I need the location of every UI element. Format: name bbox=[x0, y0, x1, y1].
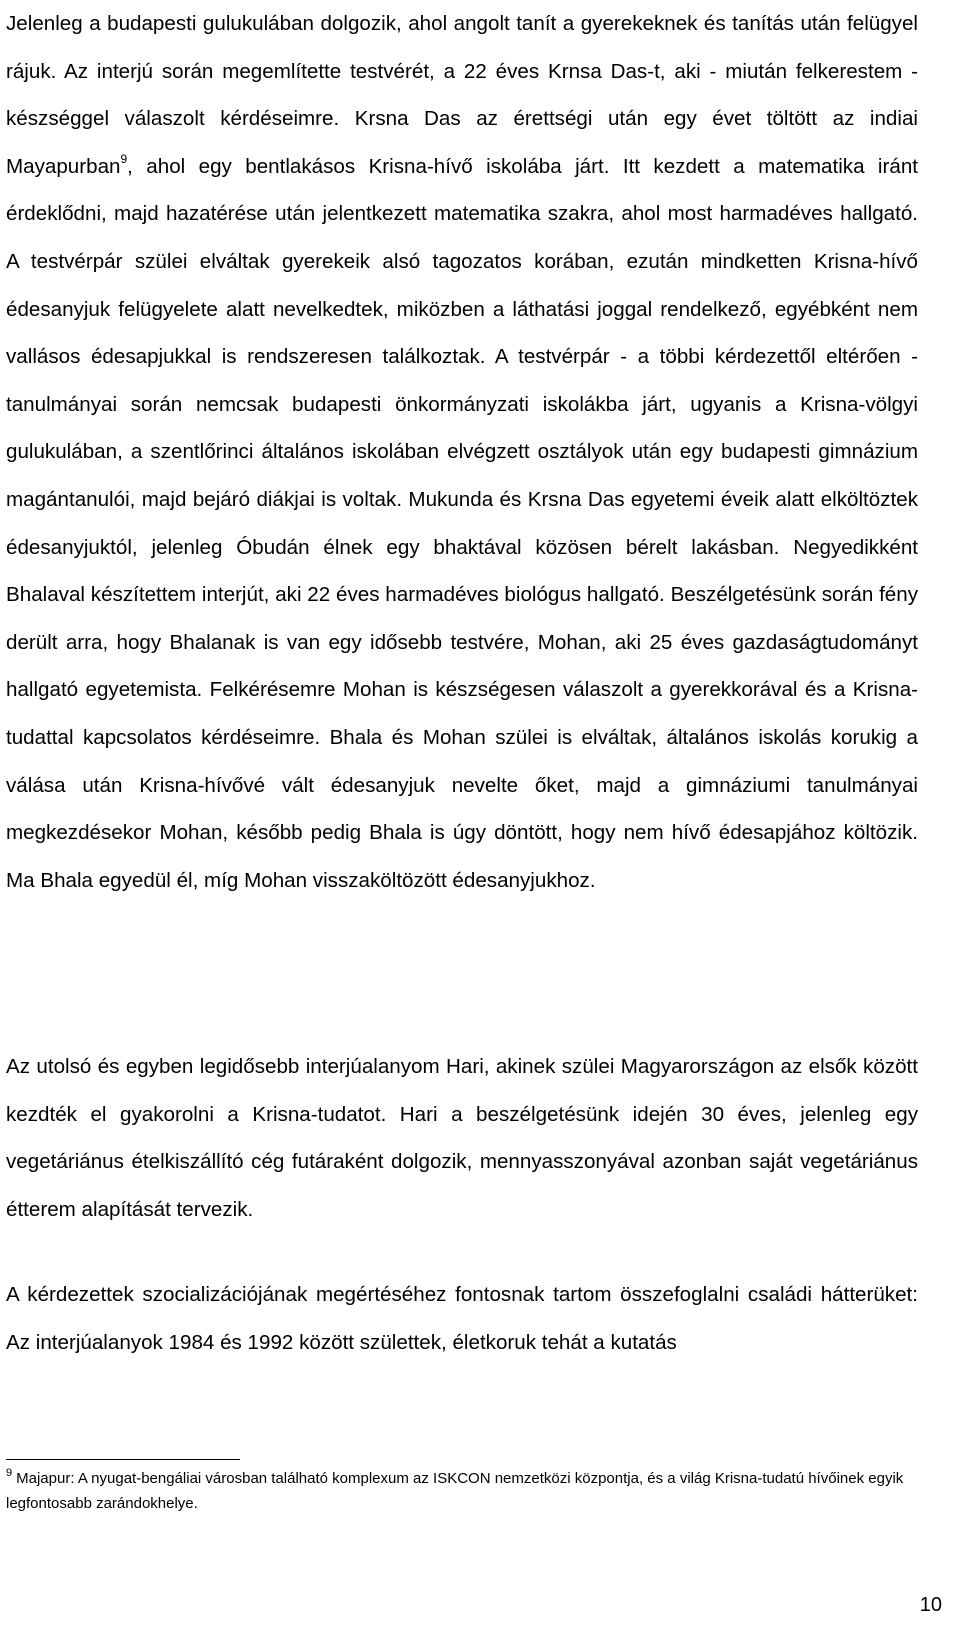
footnote bbox=[6, 1466, 906, 1516]
footnote-number: 9 bbox=[6, 1467, 13, 1479]
footnote-reference: 9 bbox=[120, 151, 128, 166]
body-paragraph-3: A kérdezettek szocializációjának megértéséhez fontosnak tartom összefoglalni családi hátterüket: Az interjúalanyok 1984 és 1992 között születtek, életkoruk tehát a kutatás bbox=[6, 1283, 918, 1354]
body-paragraph-1 bbox=[6, 0, 918, 904]
footnote-separator bbox=[6, 1459, 240, 1460]
footnote-text: Majapur: A nyugat-bengáliai városban található komplexum az ISKCON nemzetközi központja, és a világ Krisna-tudatú hívőinek egyik legfontosabb zarándokhelye. bbox=[6, 1470, 904, 1512]
paragraph-1-text-a: Jelenleg a budapesti gulukulában dolgozik, ahol angolt tanít a gyerekeknek és tanítás után felügyel rájuk. Az interjú során megemlítette testvérét, a 22 éves Krnsa Das-t, aki - miután felkerestem - készséggel válaszolt kérdéseimre. Krsna Das az érettségi után egy évet töltött az indiai Mayapurban bbox=[6, 12, 918, 178]
body-paragraph-2: Az utolsó és egyben legidősebb interjúalanyom Hari, akinek szülei Magyarországon az elsők között kezdték el gyakorolni a Krisna-tudatot. Hari a beszélgetésünk idején 30 éves, jelenleg egy vegetáriánus ételkiszállító cég futáraként dolgozik, mennyasszonyával azonban saját vegetáriánus étterem alapítását tervezik. bbox=[6, 1055, 918, 1221]
page-number: 10 bbox=[919, 1594, 942, 1616]
paragraph-1-text-b: , ahol egy bentlakásos Krisna-hívő iskolába járt. Itt kezdett a matematika iránt érdeklődni, majd hazatérése után jelentkezett matematika szakra, ahol most harmadéves hallgató. A testvérpár szülei elváltak gyerekeik alsó tagozatos korában, ezután mindketten Krisna-hívő édesanyjuk felügyelete alatt nevelkedtek, miközben a láthatási joggal rendelkező, egyébként nem vallásos édesapjukkal is rendszeresen találkoztak. A testvérpár - a többi kérdezettől eltérően - tanulmányai során nemcsak budapesti önkormányzati iskolákba járt, ugyanis a Krisna-völgyi gulukulában, a szentlőrinci általános iskolában elvégzett osztályok után egy budapesti gimnázium magántanulói, majd bejáró diákjai is voltak. Mukunda és Krsna Das egyetemi éveik alatt elköltöztek édesanyjuktól, jelenleg Óbudán élnek egy bhaktával közösen bérelt lakásban. Negyedikként Bhalaval készítettem interjút, aki 22 éves harmadéves biológus hallgató. Beszélgetésünk során fény derült arra, hogy Bhalanak is van egy idősebb testvére, Mohan, aki 25 éves gazdaságtudományt hallgató egyetemista. Felkérésemre Mohan is készségesen válaszolt a gyerekkorával és a Krisna-tudattal kapcsolatos kérdéseimre. Bhala és Mohan szülei is elváltak, általános iskolás korukig a válása után Krisna-hívővé vált édesanyjuk nevelte őket, majd a gimnáziumi tanulmányai megkezdésekor Mohan, később pedig Bhala is úgy döntött, hogy nem hívő édesapjához költözik. Ma Bhala egyedül él, míg Mohan visszaköltözött édesanyjukhoz. bbox=[6, 154, 918, 892]
